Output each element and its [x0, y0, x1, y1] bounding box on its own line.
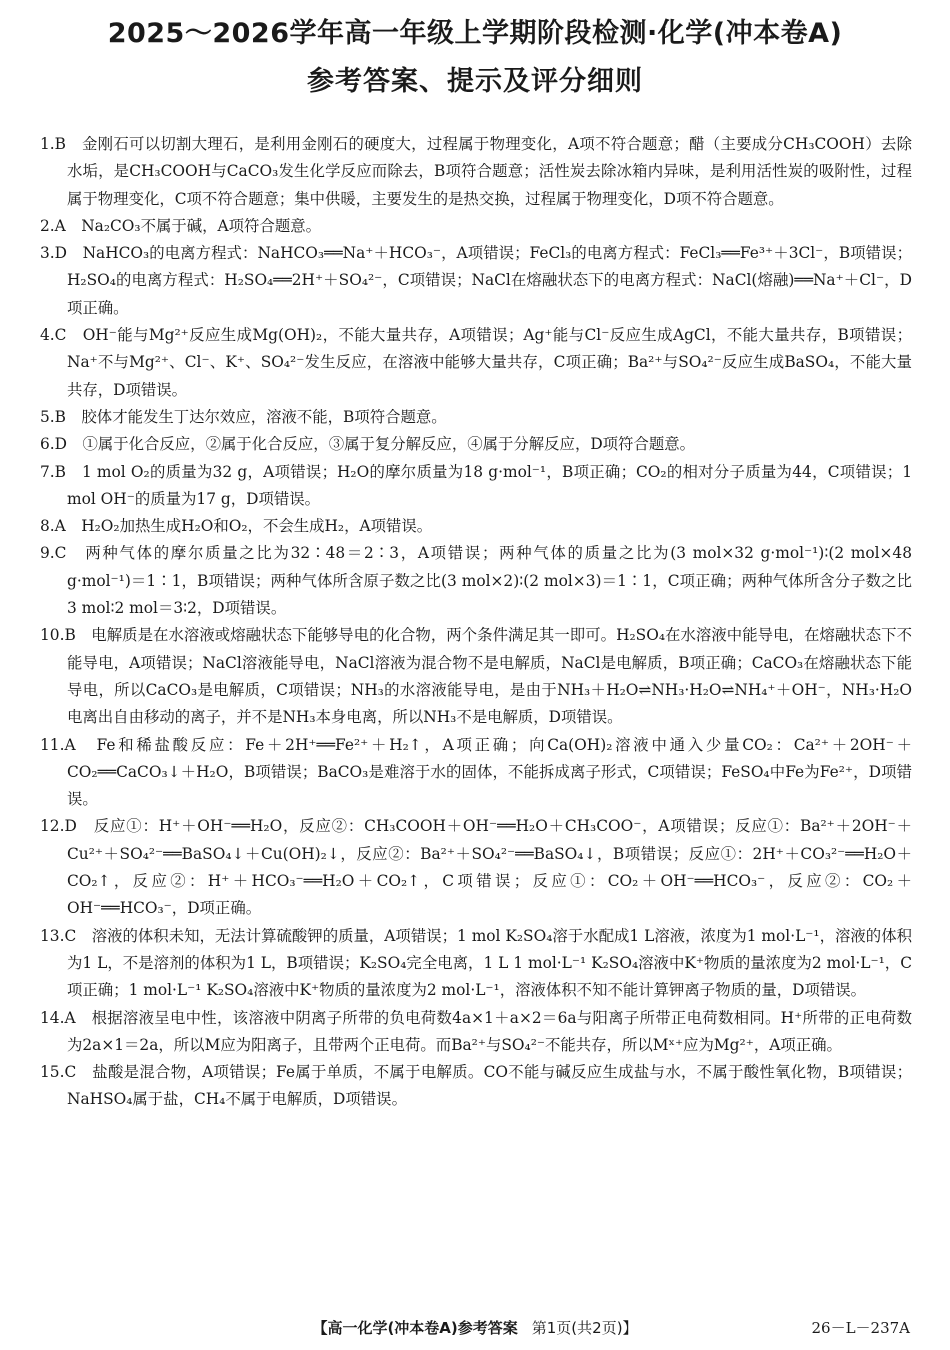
answer-number: 4.C: [40, 326, 67, 345]
answer-item-15: [40, 1059, 912, 1114]
page-footer: [0, 1316, 950, 1340]
footer-paper-code: 26－L－237A: [811, 1319, 910, 1337]
answer-explanation: 金刚石可以切割大理石，是利用金刚石的硬度大，过程属于物理变化，A项不符合题意；醋（主要成分CH₃COOH）去除水垢，是CH₃COOH与CaCO₃发生化学反应而除去，B项符合题意；活性炭去除冰箱内异味，是利用活性炭的吸附性，过程属于物理变化，C项不符合题意；集中供暖，主要发生的是热交换，过程属于物理变化，D项不符合题意。: [67, 135, 912, 208]
answer-item-8: [40, 513, 912, 540]
answer-explanation: OH⁻能与Mg²⁺反应生成Mg(OH)₂，不能大量共存，A项错误；Ag⁺能与Cl⁻反应生成AgCl，不能大量共存，B项错误；Na⁺不与Mg²⁺、Cl⁻、K⁺、SO₄²⁻发生反应，在溶液中能够大量共存，C项正确；Ba²⁺与SO₄²⁻反应生成BaSO₄，不能大量共存，D项错误。: [67, 326, 912, 399]
answer-item-10: [40, 622, 912, 731]
footer-title: [0, 1316, 950, 1340]
page-subtitle: 参考答案、提示及评分细则: [307, 66, 643, 97]
answer-item-2: [40, 213, 912, 240]
answer-explanation: 根据溶液呈电中性，该溶液中阴离子所带的负电荷数4a×1＋a×2＝6a与阳离子所带正电荷数相同。H⁺所带的正电荷数为2a×1＝2a，所以M应为阳离子，且带两个正电荷。而Ba²⁺与SO₄²⁻不能共存，所以Mˣ⁺应为Mg²⁺，A项正确。: [67, 1008, 912, 1054]
answer-item-4: [40, 322, 912, 404]
answer-number: 6.D: [40, 435, 68, 454]
answer-item-3: [40, 240, 912, 322]
answer-number: 5.B: [40, 407, 66, 426]
answer-number: 10.B: [40, 626, 76, 645]
answer-number: 14.A: [40, 1008, 76, 1027]
answer-number: 12.D: [40, 817, 77, 836]
answer-number: 13.C: [40, 926, 77, 945]
answer-explanation: H₂O₂加热生成H₂O和O₂，不会生成H₂，A项错误。: [81, 517, 433, 536]
answer-item-7: [40, 459, 912, 514]
answer-explanation: 1 mol O₂的质量为32 g，A项错误；H₂O的摩尔质量为18 g·mol⁻¹，B项正确；CO₂的相对分子质量为44，C项错误；1 mol OH⁻的质量为17 g，D项错误。: [67, 462, 912, 508]
page-title: 2025～2026学年高一年级上学期阶段检测·化学(冲本卷A): [107, 18, 843, 49]
answer-explanation: 盐酸是混合物，A项错误；Fe属于单质，不属于电解质。CO不能与碱反应生成盐与水，不属于酸性氧化物，B项错误；NaHSO₄属于盐，CH₄不属于电解质，D项错误。: [67, 1063, 912, 1109]
answer-explanation: 两种气体的摩尔质量之比为32∶48＝2∶3，A项错误；两种气体的质量之比为(3 mol×32 g·mol⁻¹)∶(2 mol×48 g·mol⁻¹)＝1∶1，B项错误；两种气体所含原子数之比(3 mol×2)∶(2 mol×3)＝1∶1，C项正确；两种气体所含分子数之比3 mol∶2 mol＝3∶2，D项错误。: [67, 544, 912, 618]
answer-number: 8.A: [40, 517, 66, 536]
answer-item-9: [40, 540, 912, 622]
footer-title-text: 【高一化学(冲本卷A)参考答案: [312, 1319, 518, 1337]
answer-number: 1.B: [40, 135, 66, 153]
answer-explanation: Na₂CO₃不属于碱，A项符合题意。: [81, 216, 322, 235]
answer-explanation: NaHCO₃的电离方程式：NaHCO₃══Na⁺＋HCO₃⁻，A项错误；FeCl₃的电离方程式：FeCl₃══Fe³⁺＋3Cl⁻，B项错误；H₂SO₄的电离方程式：H₂SO₄══2H⁺＋SO₄²⁻，C项错误；NaCl在熔融状态下的电离方程式：NaCl(熔融)══Na⁺＋Cl⁻，D项正确。: [67, 244, 912, 317]
answer-item-13: [40, 923, 912, 1005]
answer-number: 11.A: [40, 735, 76, 754]
answer-item-6: [40, 431, 912, 458]
answer-explanation: ①属于化合反应，②属于化合反应，③属于复分解反应，④属于分解反应，D项符合题意。: [82, 435, 696, 454]
answer-number: 3.D: [40, 244, 68, 263]
answer-number: 9.C: [40, 544, 67, 563]
answer-explanation: 电解质是在水溶液或熔融状态下能够导电的化合物，两个条件满足其一即可。H₂SO₄在水溶液中能导电，在熔融状态下不能导电，A项错误；NaCl溶液能导电，NaCl溶液为混合物不是电解质，NaCl是电解质，B项正确；CaCO₃在熔融状态下能导电，所以CaCO₃是电解质，C项错误；NH₃的水溶液能导电，是由于NH₃＋H₂O⇌NH₃·H₂O⇌NH₄⁺＋OH⁻，NH₃·H₂O电离出自由移动的离子，并不是NH₃本身电离，所以NH₃不是电解质，D项错误。: [67, 626, 912, 727]
answer-number: 7.B: [40, 462, 66, 481]
answer-number: 15.C: [40, 1063, 77, 1082]
answer-item-12: [40, 813, 912, 922]
footer-page-number: 第1页(共2页)】: [531, 1319, 638, 1337]
answer-list: [40, 131, 912, 1114]
answer-item-5: [40, 404, 912, 431]
answer-explanation: Fe和稀盐酸反应：Fe＋2H⁺══Fe²⁺＋H₂↑，A项正确；向Ca(OH)₂溶液中通入少量CO₂：Ca²⁺＋2OH⁻＋CO₂══CaCO₃↓＋H₂O，B项错误；BaCO₃是难溶于水的固体，不能拆成离子形式，C项错误；FeSO₄中Fe为Fe²⁺，D项错误。: [67, 735, 912, 809]
answer-explanation: 胶体才能发生丁达尔效应，溶液不能，B项符合题意。: [81, 407, 447, 426]
answer-explanation: 溶液的体积未知，无法计算硫酸钾的质量，A项错误；1 mol K₂SO₄溶于水配成1 L溶液，浓度为1 mol·L⁻¹，溶液的体积为1 L，不是溶剂的体积为1 L，B项错误；K₂SO₄完全电离，1 L 1 mol·L⁻¹ K₂SO₄溶液中K⁺物质的量浓度为2 mol·L⁻¹，C项正确；1 mol·L⁻¹ K₂SO₄溶液中K⁺物质的量浓度为2 mol·L⁻¹，溶液体积不知不能计算钾离子物质的量，D项错误。: [67, 926, 912, 1000]
answer-item-14: [40, 1005, 912, 1060]
answer-item-1: [40, 131, 912, 213]
answer-item-11: [40, 732, 912, 814]
answer-explanation: 反应①：H⁺＋OH⁻══H₂O，反应②：CH₃COOH＋OH⁻══H₂O＋CH₃COO⁻，A项错误；反应①：Ba²⁺＋2OH⁻＋Cu²⁺＋SO₄²⁻══BaSO₄↓＋Cu(OH)₂↓，反应②：Ba²⁺＋SO₄²⁻══BaSO₄↓，B项错误；反应①：2H⁺＋CO₃²⁻══H₂O＋CO₂↑，反应②：H⁺＋HCO₃⁻══H₂O＋CO₂↑，C项错误；反应①：CO₂＋OH⁻══HCO₃⁻，反应②：CO₂＋OH⁻══HCO₃⁻，D项正确。: [67, 817, 912, 918]
answer-number: 2.A: [40, 216, 66, 235]
